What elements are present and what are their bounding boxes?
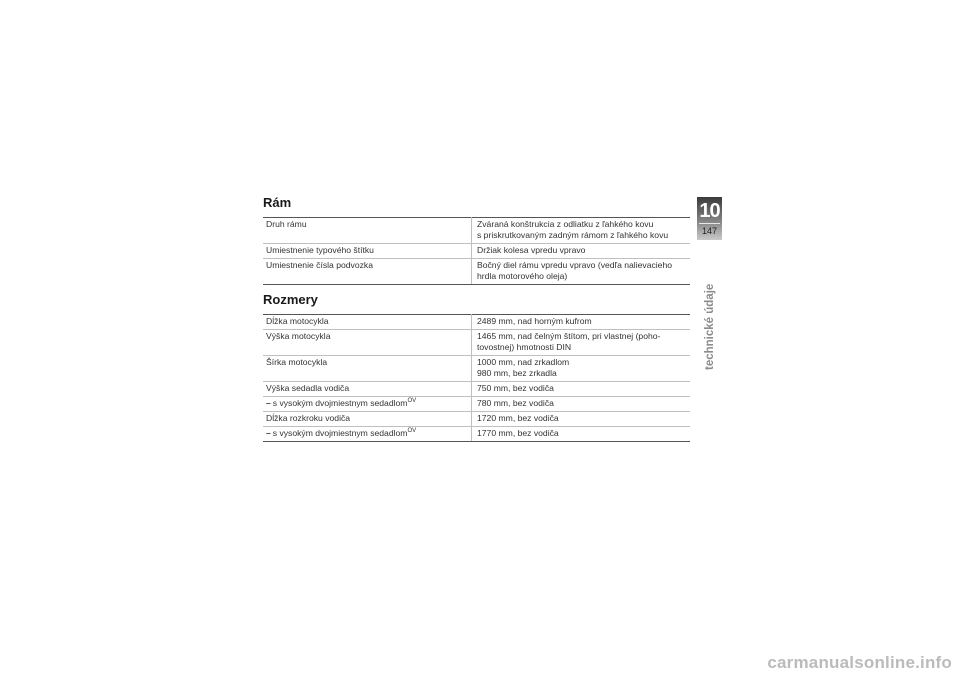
row-label-sub: [263, 397, 472, 412]
dimensions-table: [263, 314, 690, 442]
option-sup: OV: [407, 428, 417, 434]
value-line: 2489 mm, nad horným kufrom: [477, 316, 592, 326]
value-line: tovostnej) hmotnosti DIN: [477, 342, 572, 352]
row-label: Výška motocykla: [263, 330, 472, 356]
row-value: [472, 330, 691, 356]
value-line: 1720 mm, bez vodiča: [477, 413, 559, 423]
row-value: [472, 412, 691, 427]
frame-table: [263, 217, 690, 285]
table-row: [263, 356, 690, 382]
value-line: Držiak kolesa vpredu vpravo: [477, 245, 586, 255]
value-line: 1770 mm, bez vodiča: [477, 428, 559, 438]
table-row: [263, 244, 690, 259]
dash-icon: –: [266, 428, 271, 438]
row-label: Šírka motocykla: [263, 356, 472, 382]
value-line: 750 mm, bez vodiča: [477, 383, 554, 393]
row-label: Dĺžka motocykla: [263, 315, 472, 330]
tab-divider: [699, 223, 720, 224]
table-row: [263, 427, 690, 442]
row-label: Umiestnenie čísla podvozka: [263, 259, 472, 285]
spec-content: [263, 195, 690, 442]
row-value: [472, 427, 691, 442]
dash-icon: –: [266, 398, 271, 408]
value-line: 1000 mm, nad zrkadlom: [477, 357, 570, 367]
row-label: Druh rámu: [263, 218, 472, 244]
sub-label: s vysokým dvojmiestnym sedadlom: [272, 428, 408, 438]
table-row: [263, 412, 690, 427]
row-value: [472, 244, 691, 259]
watermark: carmanualsonline.info: [767, 653, 952, 672]
row-value: [472, 315, 691, 330]
table-row: [263, 218, 690, 244]
value-line: 1465 mm, nad čelným štítom, pri vlastnej (poho-: [477, 331, 661, 341]
row-label-sub: [263, 427, 472, 442]
table-row: [263, 259, 690, 285]
row-label: Dĺžka rozkroku vodiča: [263, 412, 472, 427]
table-row: [263, 397, 690, 412]
value-line: hrdla motorového oleja): [477, 271, 568, 281]
chapter-number: 10: [699, 200, 720, 222]
row-label: Umiestnenie typového štítku: [263, 244, 472, 259]
option-sup: OV: [407, 398, 417, 404]
chapter-label-text: technické údaje: [704, 283, 716, 370]
section-title-frame: Rám: [263, 195, 292, 210]
row-value: [472, 259, 691, 285]
row-value: [472, 382, 691, 397]
value-line: s priskrutkovaným zadným rámom z ľahkého kovu: [477, 230, 669, 240]
value-line: Bočný diel rámu vpredu vpravo (vedľa nalievacieho: [477, 260, 673, 270]
table-row: [263, 382, 690, 397]
row-label: Výška sedadla vodiča: [263, 382, 472, 397]
row-value: [472, 356, 691, 382]
chapter-tab: [697, 197, 722, 240]
page-number: 147: [701, 226, 718, 236]
row-value: [472, 218, 691, 244]
value-line: Zváraná konštrukcia z odliatku z ľahkého kovu: [477, 219, 654, 229]
value-line: 780 mm, bez vodiča: [477, 398, 554, 408]
chapter-side-label: [700, 270, 720, 370]
row-value: [472, 397, 691, 412]
table-row: [263, 315, 690, 330]
value-line: 980 mm, bez zrkadla: [477, 368, 557, 378]
section-title-dimensions: Rozmery: [263, 292, 318, 307]
sub-label: s vysokým dvojmiestnym sedadlom: [272, 398, 408, 408]
table-row: [263, 330, 690, 356]
